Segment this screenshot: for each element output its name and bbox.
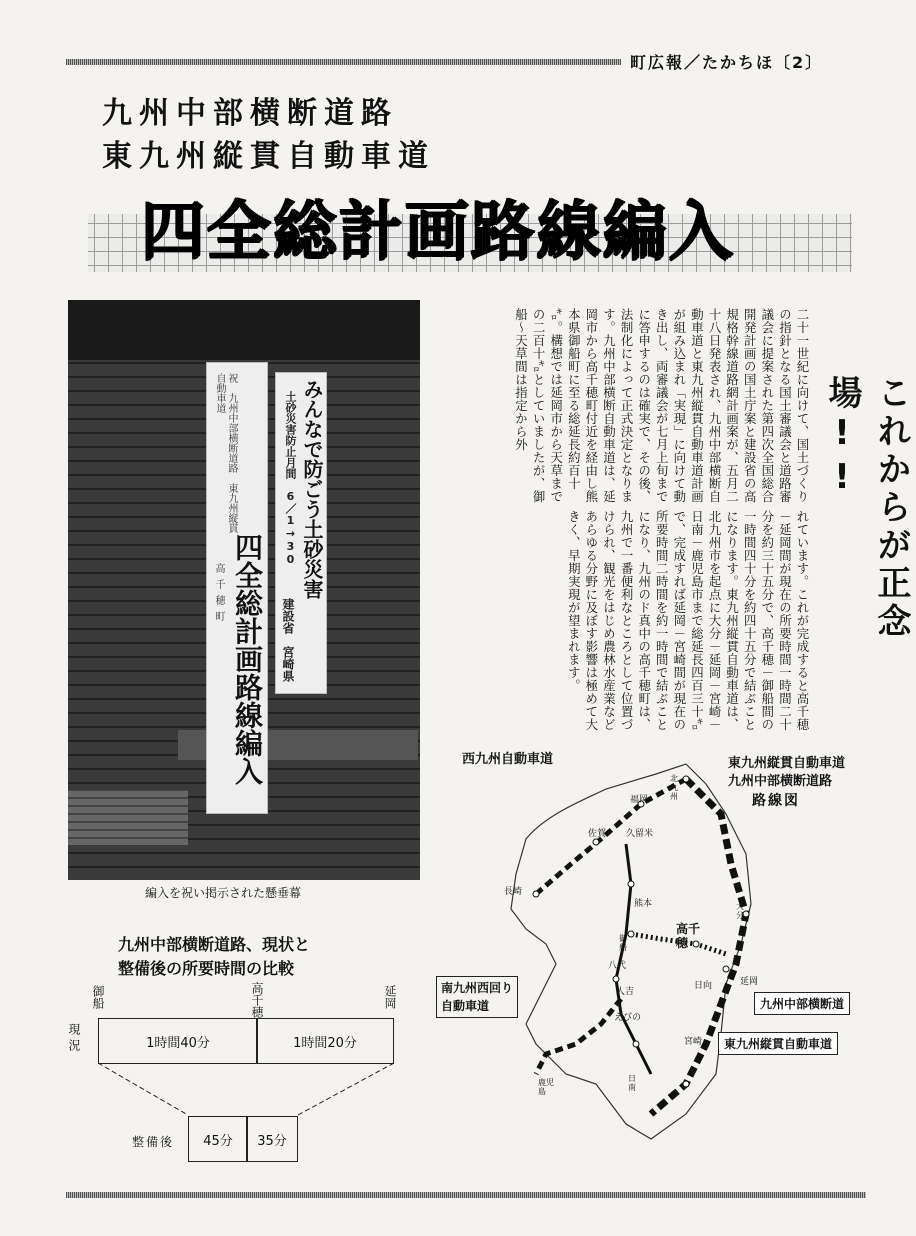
map-city-oita: 大分 [736, 902, 744, 920]
banner-right-small: 土砂災害防止月間 6／1→30 [284, 391, 297, 566]
map-city-mifune: 御船 [619, 934, 627, 952]
current-segment-2 [256, 1018, 394, 1064]
map-city-ebino: えびの [614, 1013, 642, 1023]
footer-rule [66, 1192, 866, 1198]
header-rule [66, 59, 621, 65]
place-mifune: 御船 [91, 985, 105, 1009]
headline: 四全総計画路線編入 [140, 195, 734, 269]
map-city-nichinan: 日南 [628, 1074, 636, 1092]
after-segment-2 [246, 1116, 298, 1162]
map-city-nagasaki: 長崎 [504, 887, 523, 897]
city-marker [613, 976, 619, 982]
map-title-line1: 東九州縦貫自動車道 [728, 756, 846, 771]
building-window [68, 300, 420, 360]
connector-left [98, 1063, 188, 1115]
map-city-nobeoka: 延岡 [740, 977, 759, 987]
map-title-line2: 九州中部横断道路 [728, 774, 833, 789]
current-time-2: 1時間20分 [293, 1035, 357, 1051]
legend-chubu: 九州中部横断道 [754, 992, 850, 1015]
banner-right [275, 372, 327, 694]
banner-left-sender: 高千穂町 [213, 563, 224, 627]
map-city-hitoyoshi: 人吉 [616, 987, 635, 997]
map-title-line3: 路線図 [752, 793, 800, 809]
ledge [68, 790, 188, 845]
city-marker [633, 1041, 639, 1047]
body-text-upper: 二十一世紀に向けて、国土づくりの指針となる国土審議会と道路審議会に提案された第四次全国総合開発計画の国土庁案と建設省の高規格幹線道路網計画案が、五月二十八日発表され、九州中部横断自動車道と東九州縦貫自動車道計画が組み込まれ「実現」に向けて動き出し、両審議会が七月上旬までに答申するのは確実で、その後、法制化によって正式決定となります。九州中部横断自動車道は、延岡市から高千穂町付近を経由し熊本県御船町に至る総延長約百十㌔。構想では延岡市から天草までの二百十㌔としていましたが、御船～天草間は指定から外 [513, 308, 810, 503]
comparison-title-line1: 九州中部横断道路、現状と [118, 935, 311, 954]
after-time-1: 45分 [203, 1133, 233, 1149]
banner-right-sender: 建設省 宮崎県 [281, 598, 295, 682]
row-current-label: 現況 [67, 1023, 81, 1055]
legend-higashi: 東九州縦貫自動車道 [718, 1032, 838, 1055]
map-city-fukuoka: 福岡 [630, 795, 649, 805]
photo-caption: 編入を祝い掲示された懸垂幕 [145, 886, 302, 900]
map-label-west-kyushu: 西九州自動車道 [462, 752, 554, 767]
map-city-saga: 佐賀 [588, 829, 607, 839]
row-after-label: 整備後 [132, 1135, 175, 1149]
body-text-lower: れています。これが完成すると高千穂－延岡間が現在の所要時間一時間二十分を約三十五分で、高千穂－御船間の一時間四十分を約四十五分で結ぶことになります。東九州縦貫自動車道は、北九州市を起点に大分－延岡－宮崎－日南－鹿児島市まで総延長四百三十㌔で、完成すれば延岡－宮崎間が現在の所要時間二時間を約一時間で結ぶことになり、九州のド真中の高千穂町は、九州で一番便利なところとして位置づけられ、観光をはじめ農林水産業などあらゆる分野に及ぼす影響は極めて大きく、早期実現が望まれます。 [566, 510, 810, 731]
map-label-south-kyushu: 南九州西回り 自動車道 [436, 976, 518, 1018]
place-takachiho: 高千穂 [250, 982, 264, 1018]
banner-left [206, 362, 268, 814]
current-segment-1 [98, 1018, 258, 1064]
banner-left-small: 祝 九州中部横断道路 東九州縦貫自動車道 [214, 373, 237, 533]
map-city-hyuga: 日向 [694, 981, 713, 991]
city-marker [723, 966, 729, 972]
map-city-kurume: 久留米 [626, 829, 654, 839]
map-city-miyazaki: 宮崎 [684, 1037, 703, 1047]
banner-photo [68, 300, 420, 880]
banner-right-big: みんなで防ごう土砂災害 [300, 379, 324, 599]
city-marker [593, 839, 599, 845]
city-marker [683, 1081, 689, 1087]
current-time-1: 1時間40分 [146, 1035, 210, 1051]
map-city-kitakyushu: 北九州 [670, 774, 678, 801]
city-marker [628, 881, 634, 887]
place-nobeoka: 延岡 [383, 985, 397, 1009]
comparison-connectors [98, 1063, 398, 1123]
connector-right [298, 1063, 394, 1115]
comparison-title-line2: 整備後の所要時間の比較 [118, 959, 295, 978]
subtitle-line2: 東九州縦貫自動車道 [102, 139, 435, 174]
west-kyushu-expressway [536, 779, 686, 894]
banner-left-big: 四全総計画路線編入 [231, 533, 264, 785]
south-kyushu-west-route [536, 999, 621, 1074]
map-city-takachiho: 高千穂 [676, 922, 701, 950]
subtitle-line1: 九州中部横断道路 [102, 96, 398, 131]
after-segment-1 [188, 1116, 248, 1162]
side-headline: これからが正念場!! [822, 375, 911, 641]
city-marker [533, 891, 539, 897]
page-header: 町広報／たかちほ〔2〕 [630, 53, 824, 72]
map-city-kagoshima: 鹿児島 [538, 1078, 554, 1096]
map-city-yatsushiro: 八代 [608, 961, 627, 971]
after-time-2: 35分 [257, 1133, 287, 1149]
map-city-kumamoto: 熊本 [634, 899, 653, 909]
